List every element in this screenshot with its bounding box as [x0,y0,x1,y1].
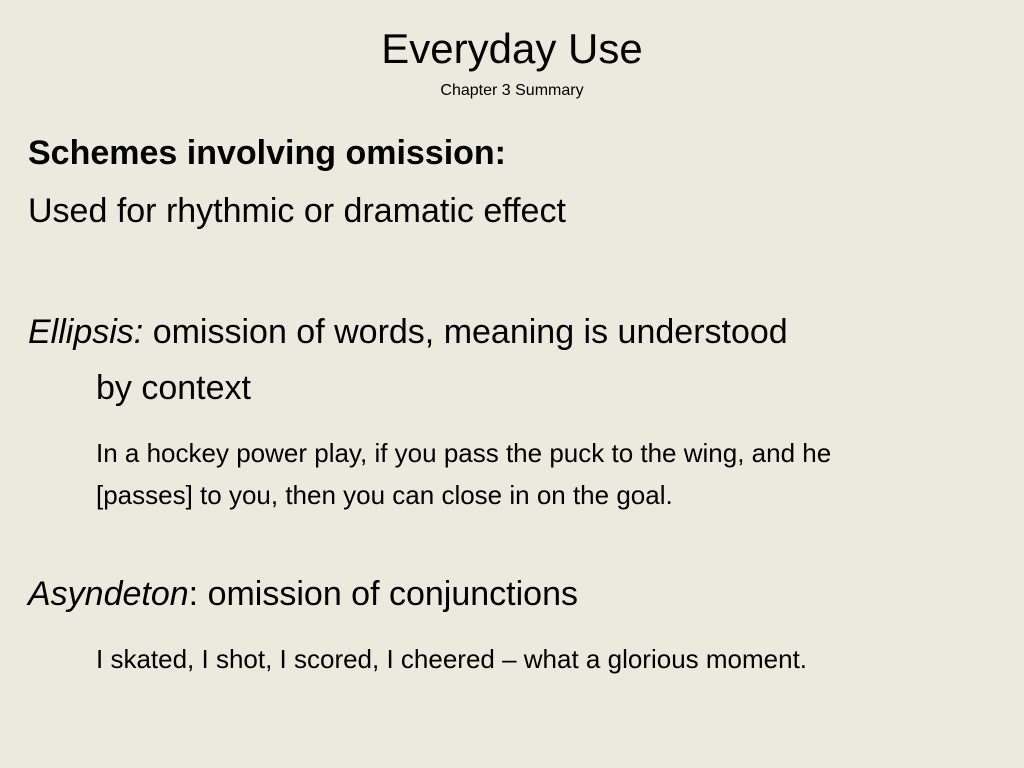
slide-body [28,130,988,730]
asyndeton-definition-text: : omission of conjunctions [188,575,578,613]
section-intro: Used for rhythmic or dramatic effect [28,192,566,230]
asyndeton-term: Asyndeton [28,575,189,613]
section-heading: Schemes involving omission: [28,134,507,172]
slide-subtitle: Chapter 3 Summary [440,82,584,99]
ellipsis-term: Ellipsis: [28,313,144,351]
ellipsis-example-line2: [passes] to you, then you can close in on the goal. [96,480,673,510]
ellipsis-example-line1: In a hockey power play, if you pass the puck to the wing, and he [96,438,832,468]
ellipsis-definition [28,304,978,416]
asyndeton-definition [28,566,978,622]
slide-title: Everyday Use [381,25,643,72]
ellipsis-example [96,432,996,516]
ellipsis-definition-text: omission of words, meaning is understood [143,313,788,351]
ellipsis-definition-line1 [28,304,978,360]
asyndeton-example: I skated, I shot, I scored, I cheered – what a glorious moment. [96,644,808,674]
ellipsis-definition-line2: by context [96,369,251,407]
